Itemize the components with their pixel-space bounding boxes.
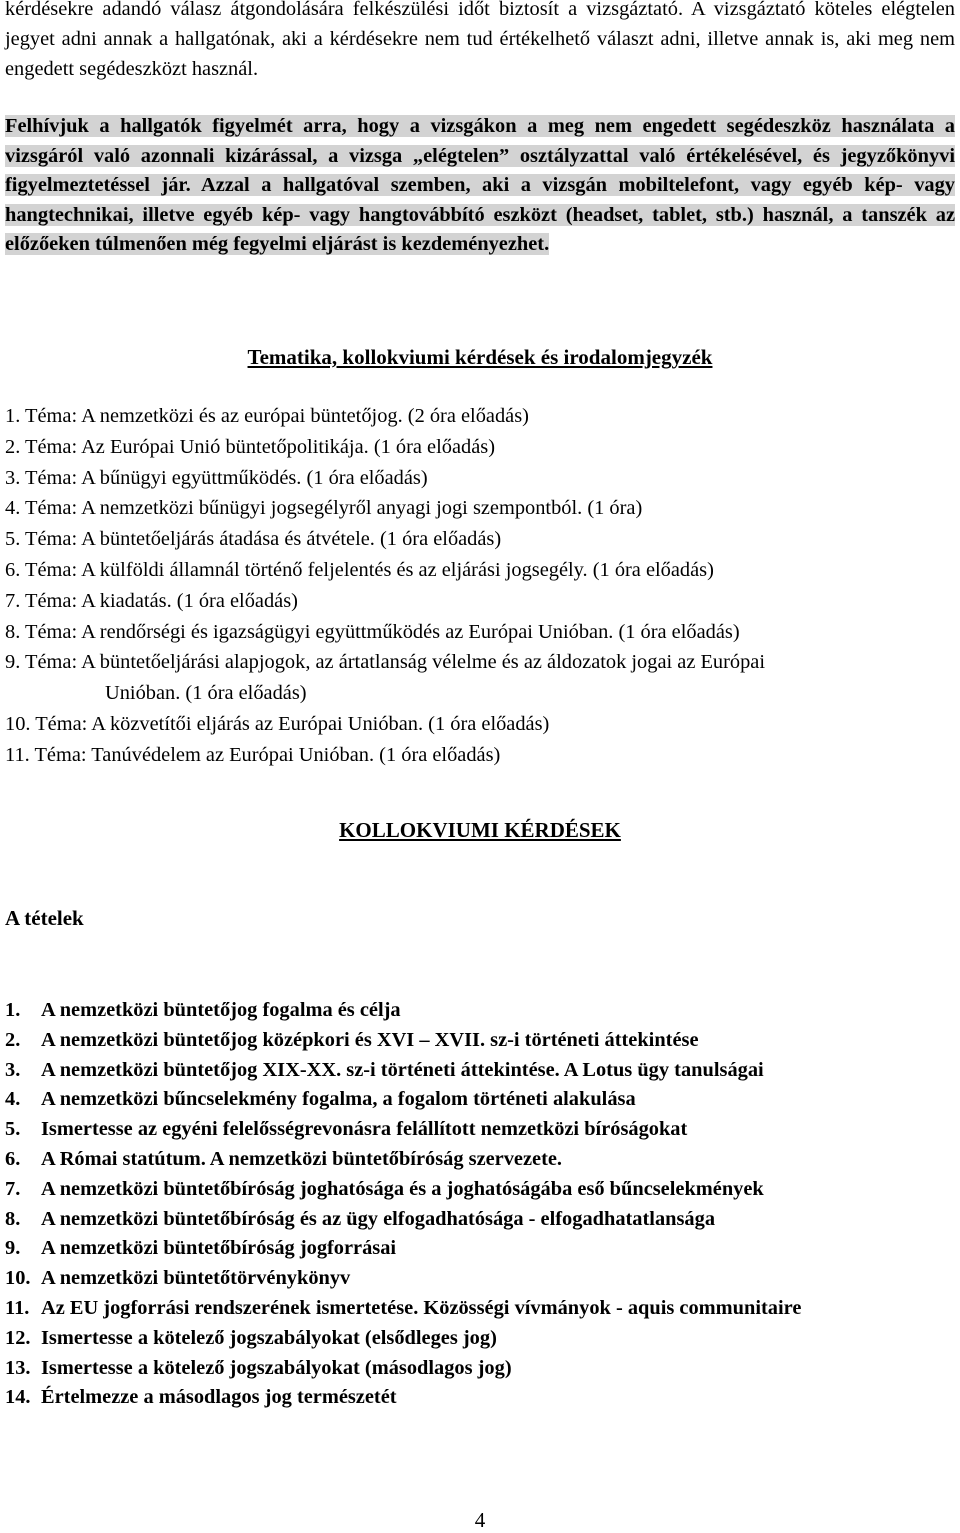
question-item	[5, 1085, 955, 1115]
question-text: Értelmezze a másodlagos jog természetét	[41, 1386, 397, 1409]
topic-item	[5, 647, 955, 709]
kollokvium-heading: KOLLOKVIUMI KÉRDÉSEK	[339, 818, 621, 842]
question-text: Ismertesse a kötelező jogszabályokat (elsődleges jog)	[41, 1326, 497, 1349]
topic-item	[5, 709, 955, 740]
question-number: 13.	[5, 1356, 31, 1379]
question-item	[5, 1026, 955, 1056]
question-text: A nemzetközi büntetőjog középkori és XVI – XVII. sz-i történeti áttekintése	[41, 1028, 699, 1051]
topic-text: 2. Téma: Az Európai Unió büntetőpolitikája. (1 óra előadás)	[5, 435, 495, 458]
question-item	[5, 1115, 955, 1145]
question-item	[5, 1324, 955, 1354]
question-item	[5, 1234, 955, 1264]
question-number: 8.	[5, 1207, 21, 1230]
topic-item	[5, 401, 955, 432]
question-text: A nemzetközi büntetőjog fogalma és célja	[41, 999, 401, 1021]
question-number: 9.	[5, 1237, 21, 1260]
question-number: 4.	[5, 1088, 21, 1111]
topic-text: 1. Téma: A nemzetközi és az európai büntetőjog. (2 óra előadás)	[5, 405, 529, 427]
question-text: A nemzetközi büntetőtörvénykönyv	[41, 1267, 351, 1290]
question-number: 10.	[5, 1267, 31, 1290]
question-text: A nemzetközi büntetőjog XIX-XX. sz-i történeti áttekintése. A Lotus ügy tanulságai	[41, 1058, 764, 1081]
warning-highlight: Felhívjuk a hallgatók figyelmét arra, hogy a vizsgákon a meg nem engedett segédeszköz használata a vizsgáról való azonnali kizárással, a vizsga „elégtelen” osztályzattal való értékelésével, és jegyzőkönyvi figyelmeztetéssel jár. Azzal a hallgatóval szemben, aki a vizsgán mobiltelefont, vagy egyéb kép- vagy hangtechnikai, illetve egyéb kép- vagy hangtovábbító eszközt (headset, tablet, stb.) használ, a tanszék az előzőeken túlmenően még fegyelmi eljárást is kezdeményezhet.	[5, 115, 955, 255]
topic-item	[5, 555, 955, 586]
question-text: A nemzetközi büntetőbíróság jogforrásai	[41, 1237, 397, 1260]
question-text: A nemzetközi büntetőbíróság joghatósága és a joghatóságába eső bűncselekmények	[41, 1177, 764, 1200]
topic-item	[5, 586, 955, 617]
question-item	[5, 1354, 955, 1384]
question-number: 1.	[5, 999, 21, 1021]
question-number: 3.	[5, 1058, 21, 1081]
topic-item	[5, 493, 955, 524]
question-text: Ismertesse az egyéni felelősségrevonásra felállított nemzetközi bíróságokat	[41, 1118, 688, 1141]
page-number: 4	[474, 1508, 486, 1532]
topic-text: 7. Téma: A kiadatás. (1 óra előadás)	[5, 589, 298, 612]
question-item	[5, 1145, 955, 1175]
intro-paragraph: kérdésekre adandó válasz átgondolására felkészülési időt biztosít a vizsgáztató. A vizsgáztató köteles elégtelen jegyet adni annak a hallgatónak, aki a kérdésekre nem tud értékelhető választ adni, illetve annak is, aki meg nem engedett segédeszközt használ.	[5, 0, 955, 80]
topic-text: 4. Téma: A nemzetközi bűnügyi jogsegélyről anyagi jogi szempontból. (1 óra)	[5, 497, 643, 520]
question-text: Az EU jogforrási rendszerének ismertetése. Közösségi vívmányok - aquis communitaire	[41, 1296, 802, 1319]
question-number: 2.	[5, 1028, 21, 1051]
question-item	[5, 1264, 955, 1294]
question-number: 6.	[5, 1147, 21, 1170]
question-item	[5, 1294, 955, 1324]
question-number: 14.	[5, 1386, 31, 1409]
a-tetelek-heading: A tételek	[5, 906, 84, 930]
question-text: Ismertesse a kötelező jogszabályokat (másodlagos jog)	[41, 1356, 512, 1379]
topic-text: 11. Téma: Tanúvédelem az Európai Unióban. (1 óra előadás)	[5, 743, 501, 766]
topic-text: 9. Téma: A büntetőeljárási alapjogok, az ártatlanság vélelme és az áldozatok jogai az Európai	[5, 651, 766, 674]
topic-text: 8. Téma: A rendőrségi és igazságügyi együttműködés az Európai Unióban. (1 óra előadás)	[5, 620, 740, 643]
topic-list	[5, 401, 955, 771]
question-item	[5, 1205, 955, 1235]
topic-item	[5, 740, 955, 771]
question-text: A nemzetközi bűncselekmény fogalma, a fogalom történeti alakulása	[41, 1088, 636, 1111]
topic-text: 6. Téma: A külföldi államnál történő feljelentés és az eljárási jogsegély. (1 óra előadás)	[5, 558, 714, 581]
question-text: A Római statútum. A nemzetközi büntetőbíróság szervezete.	[41, 1147, 563, 1170]
topic-text-continuation: Unióban. (1 óra előadás)	[105, 682, 307, 705]
tematika-heading: Tematika, kollokviumi kérdések és irodalomjegyzék	[247, 345, 713, 369]
question-list	[5, 996, 955, 1413]
warning-paragraph	[5, 112, 955, 260]
question-number: 12.	[5, 1326, 31, 1349]
question-text: A nemzetközi büntetőbíróság és az ügy elfogadhatósága - elfogadhatatlansága	[41, 1207, 716, 1230]
question-item	[5, 996, 955, 1026]
topic-item	[5, 432, 955, 463]
question-item	[5, 1383, 955, 1413]
question-item	[5, 1175, 955, 1205]
topic-item	[5, 463, 955, 494]
topic-text: 5. Téma: A büntetőeljárás átadása és átvétele. (1 óra előadás)	[5, 528, 502, 551]
topic-item	[5, 524, 955, 555]
question-number: 7.	[5, 1177, 21, 1200]
topic-text: 3. Téma: A bűnügyi együttműködés. (1 óra előadás)	[5, 466, 428, 489]
question-item	[5, 1056, 955, 1086]
topic-item	[5, 617, 955, 648]
topic-text: 10. Téma: A közvetítői eljárás az Európai Unióban. (1 óra előadás)	[5, 712, 550, 735]
question-number: 11.	[5, 1296, 30, 1319]
question-number: 5.	[5, 1118, 21, 1141]
